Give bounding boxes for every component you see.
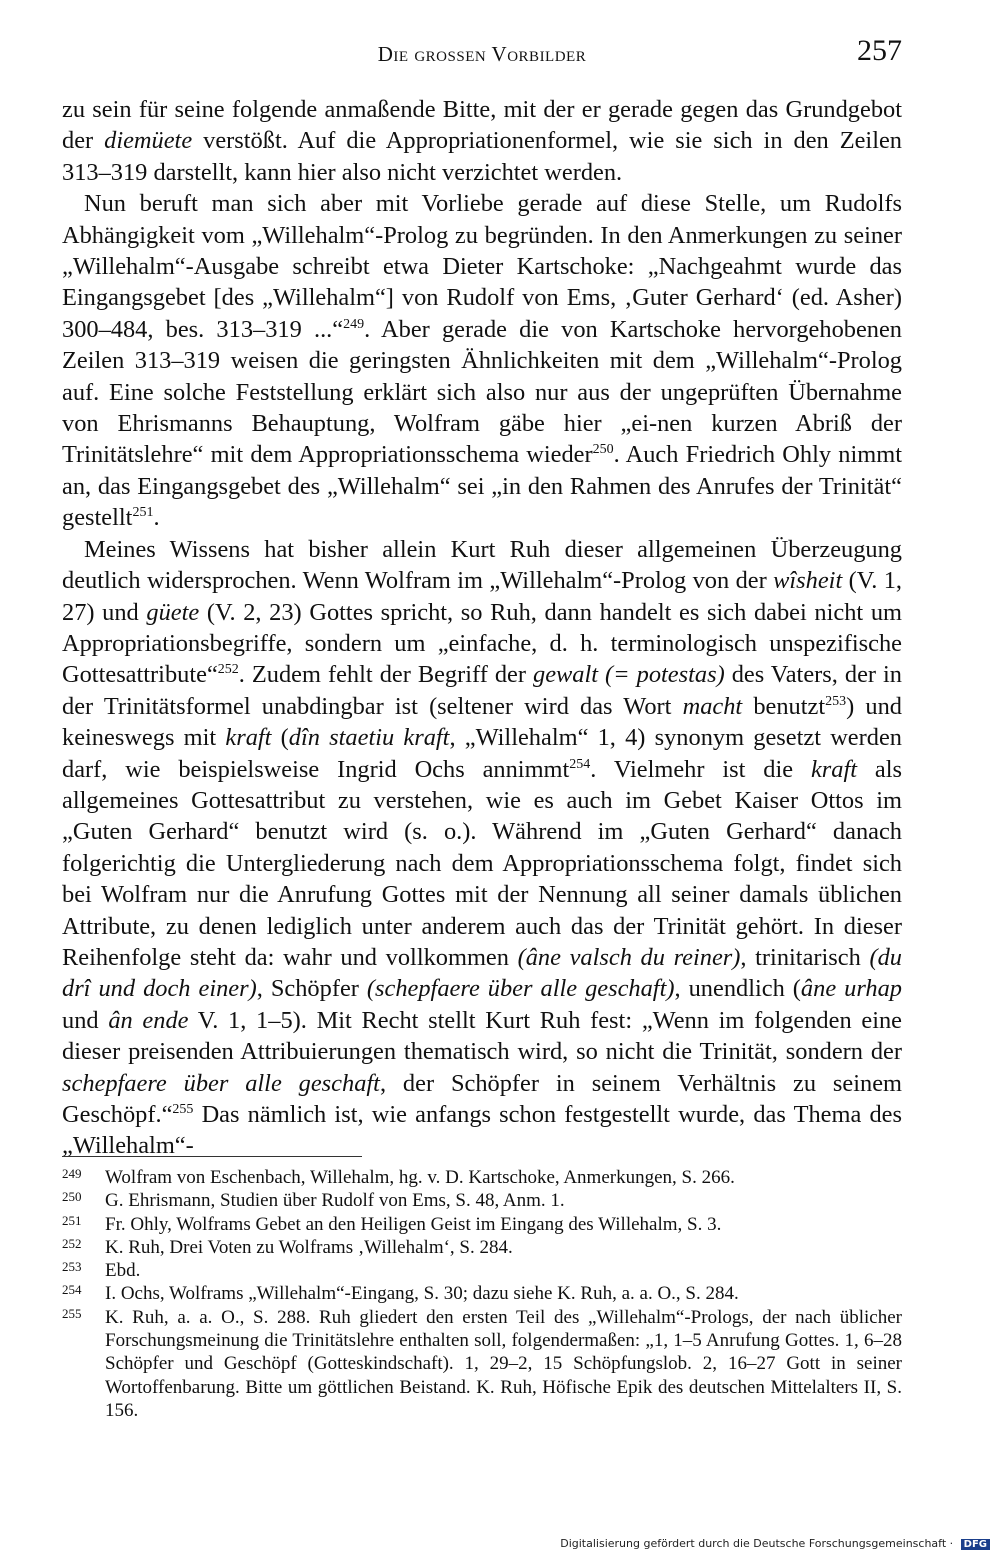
dfg-logo: DFG: [961, 1539, 990, 1550]
digitization-credit: [560, 1537, 990, 1550]
body-paragraph: Meines Wissens hat bisher allein Kurt Ruh dieser allgemeinen Überzeugung deutlich widersprochen. Wenn Wolfram im „Willehalm“-Prolog von der wîsheit (V. 1, 27) und güete (V. 2, 23) Gottes spricht, so Ruh, dann handelt es sich dabei nicht um Appropriationsbegriffe, sondern um „einfache, d. h. terminologisch unspezifische Gottesattribute“$^{252}$. Zudem fehlt der Begriff der gewalt (= potestas) des Vaters, der in der Trinitätsformel unabdingbar ist (seltener wird das Wort macht benutzt$^{253}$) und keineswegs mit kraft (dîn staetiu kraft, „Willehalm“ 1, 4) synonym gesetzt werden darf, wie beispielsweise Ingrid Ochs annimmt$^{254}$. Vielmehr ist die kraft als allgemeines Gottesattribut zu verstehen, wie es auch im Gebet Kaiser Ottos im „Guten Gerhard“ benutzt wird (s. o.). Während im „Guten Gerhard“ danach folgerichtig die Untergliederung nach dem Appropriationsschema folgt, findet sich bei Wolfram nur die Anrufung Gottes mit der Nennung all seiner damals üblichen Attribute, zu denen lediglich unter anderem auch das der Trinität gehört. In dieser Reihenfolge steht da: wahr und vollkommen (âne valsch du reiner), trinitarisch (du drî und doch einer), Schöpfer (schepfaere über alle geschaft), unendlich (âne urhap und ân ende V. 1, 1–5). Mit Recht stellt Kurt Ruh fest: „Wenn im folgenden eine dieser preisenden Attribuierungen thematisch wird, so nicht die Trinität, sondern der schepfaere über alle geschaft, der Schöpfer in seinem Verhältnis zu seinem Geschöpf.“$^{255}$ Das nämlich ist, wie anfangs schon festgestellt wurde, das Thema des „Willehalm“-: [62, 535, 903, 1160]
footnote: [62, 1282, 902, 1305]
footnote: [62, 1213, 902, 1236]
footnote-number: 255: [62, 1305, 82, 1321]
body-text: [62, 94, 902, 1162]
footnote: [62, 1166, 902, 1189]
footnote-number: 252: [62, 1235, 82, 1251]
footnote-number: 250: [62, 1189, 82, 1205]
footnote-text: K. Ruh, Drei Voten zu Wolframs ‚Willehalm‘, S. 284.: [105, 1236, 513, 1258]
footnote-number: 251: [62, 1212, 82, 1228]
footnote: [62, 1236, 902, 1259]
footnote-text: Ebd.: [105, 1260, 141, 1282]
footnote: [62, 1189, 902, 1212]
credit-text: Digitalisierung gefördert durch die Deutsche Forschungsgemeinschaft ·: [560, 1537, 954, 1550]
footnote: [62, 1306, 902, 1422]
running-title: Die grossen Vorbilder: [377, 42, 587, 66]
body-paragraph: Nun beruft man sich aber mit Vorliebe gerade auf diese Stelle, um Rudolfs Abhängigkeit vom „Willehalm“-Prolog zu begründen. In den Anmerkungen zu seiner „Willehalm“-Ausgabe schreibt etwa Dieter Kartschoke: „Nachgeahmt wurde das Eingangsgebet [des „Willehalm“] von Rudolf von Ems, ‚Guter Gerhard‘ (ed. Asher) 300–484, bes. 313–319 ...“$^{249}$. Aber gerade die von Kartschoke hervorgehobenen Zeilen 313–319 weisen die geringsten Ähnlichkeiten mit dem „Willehalm“-Prolog auf. Eine solche Feststellung erklärt sich also nur aus der ungeprüften Übernahme von Ehrismanns Behauptung, Wolfram gäbe hier „ei-nen kurzen Abriß der Trinitätslehre“ mit dem Appropriationsschema wieder$^{250}$. Auch Friedrich Ohly nimmt an, das Eingangsgebet des „Willehalm“ sei „in den Rahmen des Anrufes der Trinität“ gestellt$^{251}$.: [62, 190, 902, 532]
footnote-text: K. Ruh, a. a. O., S. 288. Ruh gliedert den ersten Teil des „Willehalm“-Prologs, der nach üblicher Forschungsmeinung die Trinitätslehre enthalten soll, folgendermaßen: „1, 1–5 Anrufung Gottes. 1, 6–28 Schöpfer und Geschöpf (Gotteskindschaft). 1, 29–2, 15 Schöpfungslob. 2, 16–27 Gott in seiner Wortoffenbarung. Bitte um göttlichen Beistand. K. Ruh, Höfische Epik des deutschen Mittelalters II, S. 156.: [105, 1306, 902, 1421]
footnote-text: G. Ehrismann, Studien über Rudolf von Ems, S. 48, Anm. 1.: [105, 1190, 565, 1212]
footnote-text: Fr. Ohly, Wolframs Gebet an den Heiligen Geist im Eingang des Willehalm, S. 3.: [105, 1213, 722, 1235]
body-paragraph: zu sein für seine folgende anmaßende Bitte, mit der er gerade gegen das Grundgebot der diemüete verstößt. Auf die Appropriationenformel, wie sie sich in den Zeilen 313–319 darstellt, kann hier also nicht verzichtet werden.: [62, 96, 902, 186]
footnote-text: I. Ochs, Wolframs „Willehalm“-Eingang, S. 30; dazu siehe K. Ruh, a. a. O., S. 284.: [105, 1283, 739, 1305]
running-head: [62, 32, 902, 72]
footnote: [62, 1259, 902, 1282]
footnote-number: 253: [62, 1259, 82, 1275]
footnote-number: 254: [62, 1282, 82, 1298]
footnotes: [62, 1166, 902, 1422]
page-number: 257: [857, 34, 902, 67]
footnote-divider: [62, 1156, 362, 1157]
footnote-number: 249: [62, 1166, 82, 1181]
footnote-text: Wolfram von Eschenbach, Willehalm, hg. v. D. Kartschoke, Anmerkungen, S. 266.: [105, 1167, 735, 1188]
